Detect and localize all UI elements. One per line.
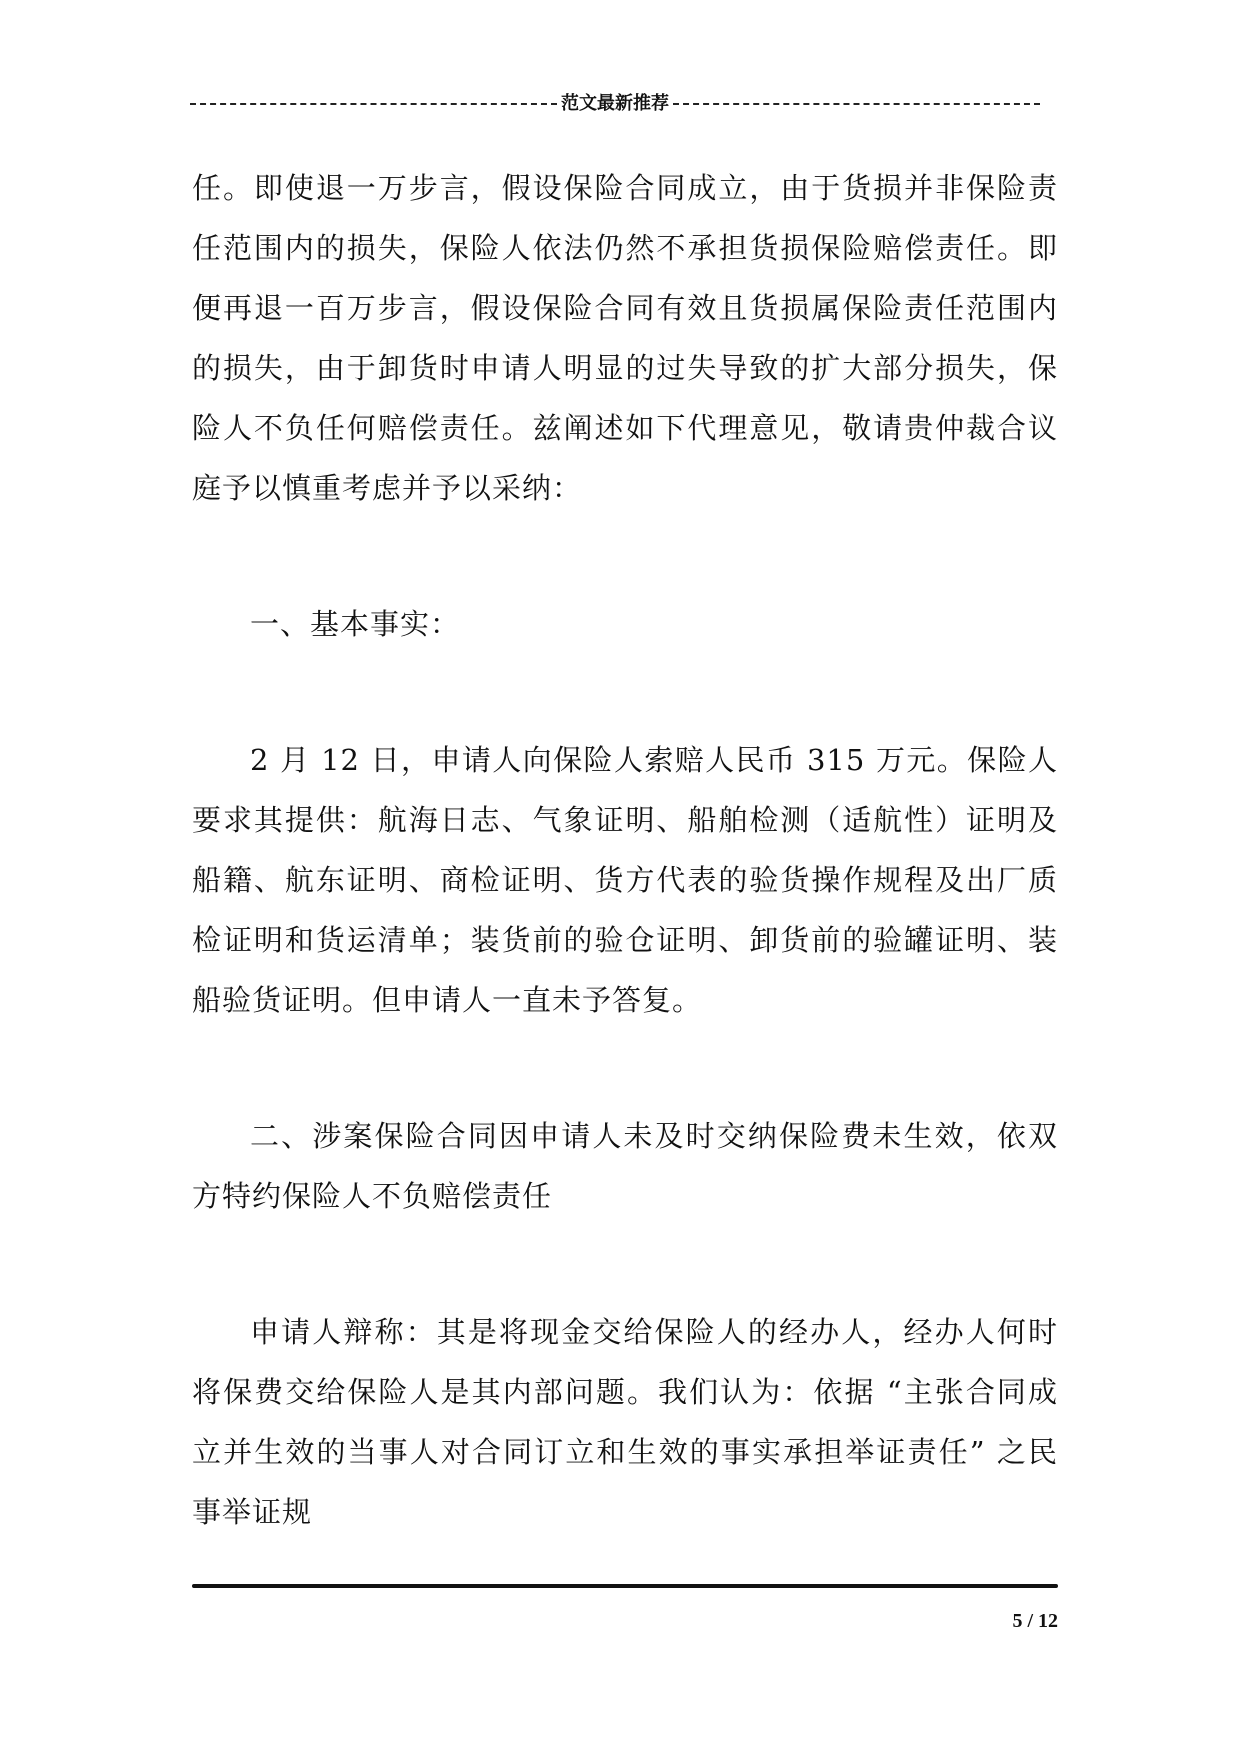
paragraph-continuation: 任。即使退一万步言，假设保险合同成立，由于货损并非保险责任范围内的损失，保险人依法仍然不承担货损保险赔偿责任。即便再退一百万步言，假设保险合同有效且货损属保险责任范围内的损失，由于卸货时申请人明显的过失导致的扩大部分损失，保险人不负任何赔偿责任。兹阐述如下代理意见，敬请贵仲裁合议庭予以慎重考虑并予以采纳：: [192, 171, 1058, 505]
document-body: [192, 158, 1058, 1542]
section-heading-contract-not-effective: 二、涉案保险合同因申请人未及时交纳保险费未生效，依双方特约保险人不负赔偿责任: [192, 1119, 1058, 1213]
paragraph-applicant-argument: 申请人辩称：其是将现金交给保险人的经办人，经办人何时将保费交给保险人是其内部问题。我们认为：依据 “主张合同成立并生效的当事人对合同订立和生效的事实承担举证责任” 之民事举证规: [192, 1315, 1058, 1529]
header-title: 范文最新推荐: [561, 93, 669, 113]
footer-rule: [192, 1584, 1058, 1588]
header-dashes-right: [673, 103, 1040, 105]
header-dashes-left: [190, 103, 557, 105]
paragraph-claim-facts: 2 月 12 日，申请人向保险人索赔人民币 315 万元。保险人要求其提供：航海日志、气象证明、船舶检测（适航性）证明及船籍、航东证明、商检证明、货方代表的验货操作规程及出厂质检证明和货运清单；装货前的验仓证明、卸货前的验罐证明、装船验货证明。但申请人一直未予答复。: [192, 743, 1058, 1017]
page-number: 5 / 12: [1012, 1610, 1058, 1632]
section-heading-basic-facts: 一、基本事实：: [250, 607, 461, 641]
page-header: [190, 88, 1040, 116]
